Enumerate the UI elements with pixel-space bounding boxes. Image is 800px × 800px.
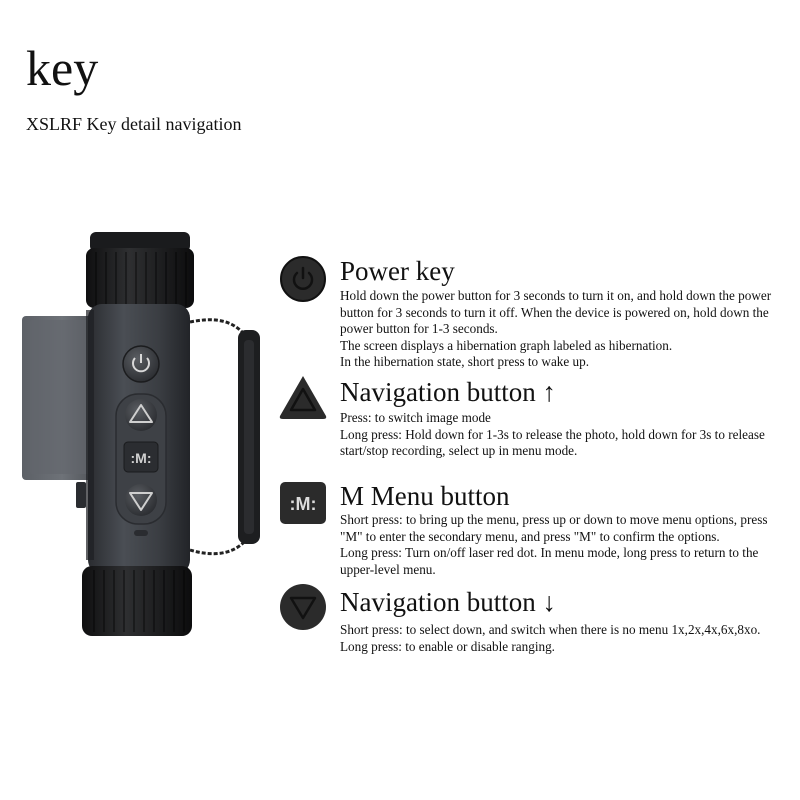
device-power-button [123,346,159,382]
navigation-up-title: Navigation button ↑ [340,377,556,407]
description-line: Long press: Turn on/off laser red dot. In menu mode, long press to return to the upper-level menu. [340,545,759,577]
device-m-button-label: :M: [130,450,152,466]
navigation-down-description [340,622,780,655]
hand-strap [190,320,260,554]
menu-button-description [340,512,780,578]
power-key-description [340,288,780,371]
description-line: Long press: to enable or disable ranging. [340,638,555,654]
page-subtitle: XSLRF Key detail navigation [26,114,242,134]
description-line: In the hibernation state, short press to wake up. [340,354,590,370]
description-line: Long press: Hold down for 1-3s to release the photo, hold down for 3s to release start/stop recording, select up in menu mode. [340,426,765,459]
triangle-down-icon [278,582,328,632]
triangle-up-icon [278,373,328,423]
description-line: Short press: to bring up the menu, press up or down to move menu options, press "M" to enter the secondary menu, and press "M" to confirm the options. [340,512,768,544]
description-line: Short press: to select down, and switch when there is no menu 1x,2x,4x,6x,8xo. [340,622,761,637]
eyepiece-ring [86,232,194,308]
objective-ring [82,566,192,636]
navigation-up-description [340,410,780,460]
status-led [134,530,148,536]
device-up-button [125,399,157,431]
description-line: Press: to switch image mode [340,410,491,425]
menu-m-icon [278,478,328,528]
device-down-button [125,484,157,516]
menu-button-title: M Menu button [340,481,510,511]
description-line: The screen displays a hibernation graph labeled as hibernation. [340,337,673,353]
page-title: key [26,40,99,96]
navigation-down-title: Navigation button ↓ [340,587,556,617]
description-line: Hold down the power button for 3 seconds to turn it on, and hold down the power button for 3 seconds to turn it off. When the device is powered on, hold down the power button for 1-3 seconds. [340,288,772,337]
power-icon [278,254,328,304]
menu-m-icon-label: :M: [289,494,317,514]
device-m-button [124,442,158,472]
power-key-title: Power key [340,256,455,286]
